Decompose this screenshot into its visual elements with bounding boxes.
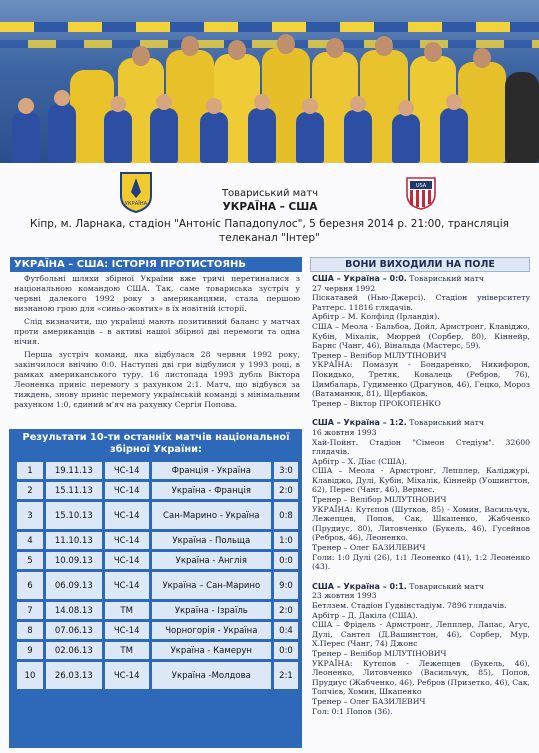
match-1-usa-coach: Тренер – Велібор МІЛУТІНОВИЧ — [312, 350, 447, 360]
result-date: 26.03.13 — [46, 662, 105, 689]
history-text — [14, 274, 300, 413]
results-title: Результати 10-ти останніх матчів національної збірної України: — [22, 432, 290, 455]
result-match: Україна – Сан-Марино — [152, 572, 274, 599]
result-row — [17, 622, 298, 639]
us-soccer-logo — [405, 176, 437, 210]
match-2-date: 16 жовтня 1993 — [312, 427, 377, 437]
result-row — [17, 642, 298, 659]
result-date: 15.11.13 — [46, 482, 105, 499]
result-match: Чорногорія - Україна — [152, 622, 274, 639]
result-row — [17, 502, 298, 529]
result-date: 14.08.13 — [46, 602, 105, 619]
result-date: 19.11.13 — [46, 462, 105, 479]
result-date: 07.06.13 — [46, 622, 105, 639]
result-match: Україна - Франція — [152, 482, 274, 499]
match-3-referee: Арбітр – Д. Дакіла (США). — [312, 610, 418, 620]
result-score: 0:4 — [274, 622, 298, 639]
result-score: 2:0 — [274, 602, 298, 619]
svg-text:USA: USA — [415, 183, 427, 189]
result-row — [17, 602, 298, 619]
result-match: Франція - Україна — [152, 462, 274, 479]
match-2-venue: Хай-Пойнт. Стадіон "Сімеон Стедіум". 32600 глядачів. — [312, 437, 530, 457]
result-number: 8 — [17, 622, 46, 639]
result-score: 3:0 — [274, 462, 298, 479]
match-title: УКРАЇНА – США — [222, 201, 318, 213]
match-3-type: Товариський матч — [406, 581, 484, 591]
match-2-ukr-lineup: УКРАЇНА: Кутєпов (Шутков, 85) - Хомин, Васильчук, Лежепцев, Попов, Сак, Шкапенко, Жабченко (Прудиус, 80), Литовченко (Букель, 46), Гусейнов (Ребров, 46), Леоненко. — [312, 504, 530, 543]
result-number: 1 — [17, 462, 46, 479]
match-3-date: 23 жовтня 1993 — [312, 591, 377, 601]
match-2-goals: Голи: 1:0 Дулі (26), 1:1 Леоненко (41), 1:2 Леоненко (43). — [312, 552, 530, 572]
result-competition: ЧС-14 — [105, 532, 152, 549]
result-row — [17, 572, 298, 599]
match-1-ukr-lineup: УКРАЇНА: Помазун - Бондаренко, Никифоров, Покидько, Третяк, Ковалець (Ребров, 76), Цимбаларь, Гудименко (Драгунов, 46), Гецко, Мороз (Ватаманюк, 81), Щербаков. — [312, 360, 530, 399]
result-date: 11.10.13 — [46, 532, 105, 549]
match-type: Товариський матч — [221, 188, 319, 199]
match-1-type: Товариський матч — [406, 274, 484, 283]
result-score: 2:1 — [274, 662, 298, 689]
result-score: 9:0 — [274, 572, 298, 599]
result-score: 0:0 — [274, 552, 298, 569]
result-competition: ЧС-14 — [105, 552, 152, 569]
match-2-ukr-coach: Тренер – Олег БАЗИЛЕВИЧ — [312, 543, 426, 553]
match-3-ukr-coach: Тренер – Олег БАЗИЛЕВИЧ — [312, 696, 426, 706]
match-3-goals: Гол: 0:1 Попов (36). — [312, 706, 393, 716]
result-match: Україна - Англія — [152, 552, 274, 569]
history-paragraph: Перша зустріч команд, яка відбулася 28 червня 1992 року, закінчилося внічию 0:0. Наступні дві гри відбулися у 1993 році, в рамках американського туру. 16 листопада 1993 дубль Віктора Леоненка приніс перемогу з рахунком 2:1. Матч, що відбувся за тиждень, знову приніс перемогу українській команді з мінімальним рахунком 1:0, єдиний м'яч на рахунку Сергія Попова. — [14, 350, 300, 409]
past-matches — [312, 274, 530, 716]
result-competition: ЧС-14 — [105, 622, 152, 639]
history-title: УКРАЇНА – США: ІСТОРІЯ ПРОТИСТОЯНЬ — [10, 257, 302, 272]
result-number: 10 — [17, 662, 46, 689]
team-photo — [0, 0, 539, 163]
match-2-type: Товариський матч — [406, 418, 484, 428]
match-2-usa-lineup: США – Меола - Армстронг, Лепплер, Каліджурі, Клавіджо, Дулі, Кубін, Міхалік, Кіннейр (Уошингтон, 62), Перес (Чанг, 46), Вермес. — [312, 466, 530, 495]
match-3-usa-coach: Тренер – Велібор МІЛУТІНОВИЧ — [312, 648, 447, 658]
match-venue-line: Кіпр, м. Ларнака, стадіон "Антоніс Пападопулос", 5 березня 2014 р. 21:00, трансляція — [30, 218, 509, 230]
ukraine-federation-logo — [118, 170, 154, 214]
result-number: 4 — [17, 532, 46, 549]
past-matches-title: ВОНИ ВИХОДИЛИ НА ПОЛЕ — [310, 257, 530, 272]
match-2-usa-coach: Тренер – Велібор МІЛУТІНОВИЧ — [312, 495, 447, 505]
result-date: 02.06.13 — [46, 642, 105, 659]
result-number: 7 — [17, 602, 46, 619]
match-1-result: США – Україна – 0:0. — [312, 274, 407, 283]
result-date: 06.09.13 — [46, 572, 105, 599]
match-1-ukr-coach: Тренер – Віктор ПРОКОПЕНКО — [312, 398, 441, 408]
match-3-result: США – Україна – 0:1. — [312, 581, 407, 591]
result-row — [17, 662, 298, 689]
result-match: Україна - Камерун — [152, 642, 274, 659]
result-date: 10.09.13 — [46, 552, 105, 569]
result-row — [17, 532, 298, 549]
result-match: Україна - Польща — [152, 532, 274, 549]
result-number: 5 — [17, 552, 46, 569]
result-match: Україна - Ізраїль — [152, 602, 274, 619]
match-2 — [312, 418, 530, 428]
match-3 — [312, 582, 530, 592]
svg-text:УКРАЇНА: УКРАЇНА — [124, 201, 148, 207]
match-3-venue: Бетлзем. Стадіон Гудвінстадіум. 7896 глядачів. — [312, 601, 507, 610]
result-number: 2 — [17, 482, 46, 499]
result-row — [17, 482, 298, 499]
match-1-date: 27 червня 1992 — [312, 283, 376, 293]
result-row — [17, 462, 298, 479]
match-1 — [312, 274, 530, 284]
match-3-usa-lineup: США – Фрідель - Армстронг, Лепплер, Лапас, Агус, Дулі, Сантел (Д.Вашингтон, 46), Сорбер, Мур, Х.Перес (Чанг, 74) Джонс — [312, 620, 530, 649]
result-match: Сан-Марино - Україна — [152, 502, 274, 529]
match-1-referee: Арбітр – М. Колфілд (Ірландія). — [312, 312, 440, 322]
result-competition: ТМ — [105, 642, 152, 659]
result-date: 15.10.13 — [46, 502, 105, 529]
results-table — [17, 459, 298, 692]
result-competition: ЧС-14 — [105, 662, 152, 689]
result-number: 9 — [17, 642, 46, 659]
result-competition: ЧС-14 — [105, 462, 152, 479]
result-score: 0:8 — [274, 502, 298, 529]
result-competition: ЧС-14 — [105, 572, 152, 599]
match-2-result: США – Україна – 1:2. — [312, 418, 407, 428]
result-number: 3 — [17, 502, 46, 529]
result-score: 0:0 — [274, 642, 298, 659]
history-paragraph: Футбольні шляхи збірної України вже тричі перетиналися з національною командою США. Так, саме товариська зустріч у червні далекого 1992 року з американцями, стала першою визнаною грою для «синьо-жовтих» в їх новітній історії. — [14, 274, 300, 313]
result-score: 1:0 — [274, 532, 298, 549]
match-3-ukr-lineup: УКРАЇНА: Кутєпов - Лежепцев (Букель, 46), Леоненко, Литовченко (Васильчук, 85), Попов, Прудиус (Жабченко, 46), Ребров (Призетко, 46), Сак, Топчієв, Хомин, Шкапенко — [312, 658, 530, 697]
match-broadcast-line: телеканал "Інтер" — [219, 232, 320, 244]
match-1-venue: Піскатавей (Нью-Джерсі). Стадіон університету Ратгерс. 11816 глядачів. — [312, 293, 530, 312]
result-number: 6 — [17, 572, 46, 599]
history-paragraph: Слід визначити, що українці мають позитивний баланс у матчах проти американців – в активі нашої збірної дві перемоги та одна нічия. — [14, 317, 300, 346]
result-competition: ЧС-14 — [105, 482, 152, 499]
result-match: Україна -Молдова — [152, 662, 274, 689]
match-2-referee: Арбітр – Х. Діас (США). — [312, 456, 408, 466]
result-score: 2:0 — [274, 482, 298, 499]
result-competition: ЧС-14 — [105, 502, 152, 529]
match-1-usa-lineup: США – Меола - Бальбоа, Дойл, Армстронг, Клавіджо, Кубін, Міхалік, Мюррей (Сорбер, 80), Кіннейр, Барнс (Чанг, 46), Вінальда (Мастерс, 59). — [312, 321, 530, 351]
result-competition: ТМ — [105, 602, 152, 619]
result-row — [17, 552, 298, 569]
